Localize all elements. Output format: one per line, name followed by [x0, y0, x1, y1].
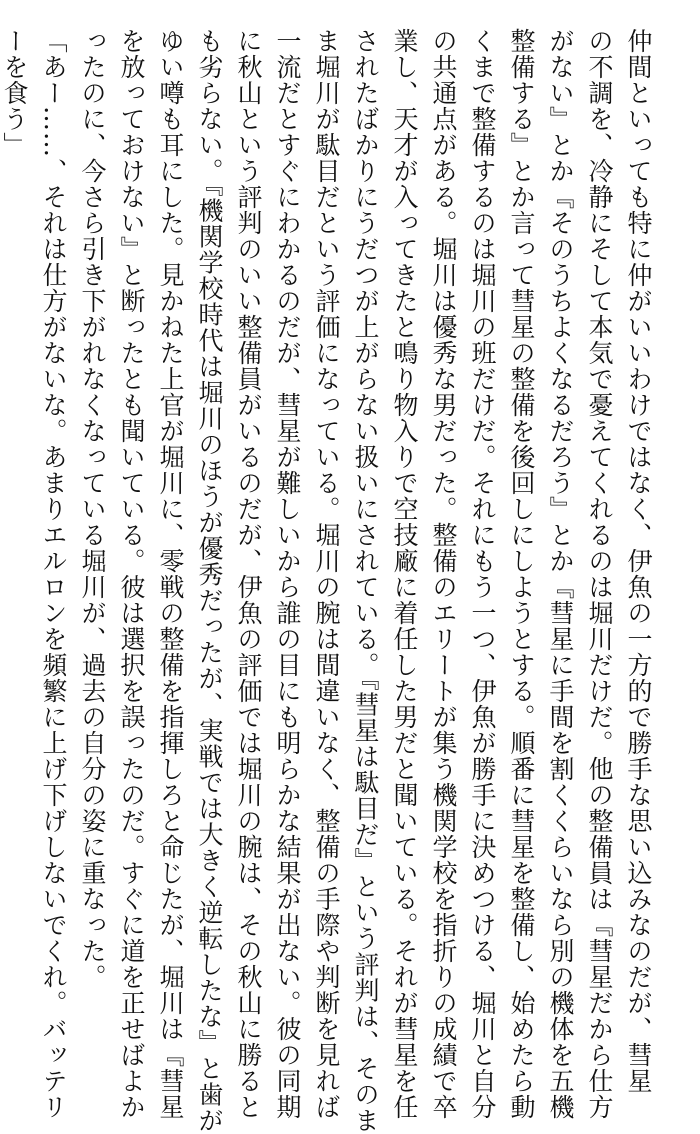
text-column-13: ゆい噂も耳にした。見かねた上官が堀川に、零戦の整備を指揮しろと命じたが、堀川は『彗星 [156, 28, 185, 1120]
text-column-11: に秋山という評判のいい整備員がいるのだが、伊魚の評価では堀川の腕は、その秋山に勝ると [234, 28, 263, 1120]
text-column-14: を放っておけない』と断ったとも聞いている。彼は選択を誤ったのだ。すぐに道を正せばよか [117, 28, 146, 1120]
text-column-15: ったのに、今さら引き下がれなくなっている堀川が、過去の自分の姿に重なった。 [78, 28, 107, 990]
text-column-7: 業し、天才が入ってきたと鳴り物入りで空技廠に着任した男だと聞いている。それが彗星を任 [390, 28, 419, 1120]
vertical-text-block [0, 28, 658, 1134]
text-column-17: ーを食う」 [0, 28, 29, 158]
text-column-4: 整備する』とか言って彗星の整備を後回しにしようとする。順番に彗星を整備し、始めたら動 [507, 28, 536, 1120]
text-column-3: がない』とか『そのうちよくなるだろう』とか『彗星に手間を割くくらいなら別の機体を五機 [546, 28, 575, 1120]
text-column-2: の不調を、冷静にそして本気で憂えてくれるのは堀川だけだ。他の整備員は『彗星だから仕方 [585, 28, 614, 1120]
text-column-6: の共通点がある。堀川は優秀な男だった。整備のエリートが集う機関学校を指折りの成績で卒 [429, 28, 458, 1120]
text-column-16: 「あー……、それは仕方がないな。あまりエルロンを頻繁に上げ下げしないでくれ。バッテリ [39, 28, 68, 1120]
text-column-10: 一流だとすぐにわかるのだが、彗星が難しいから誰の目にも明らかな結果が出ない。彼の同期 [273, 28, 302, 1120]
text-column-9: ま堀川が駄目だという評価になっている。堀川の腕は間違いなく、整備の手際や判断を見れば [312, 28, 341, 1120]
text-column-5: くまで整備するのは堀川の班だけだ。それにもう一つ、伊魚が勝手に決めつける、堀川と自分 [468, 28, 497, 1120]
text-column-8: されたばかりにうだつが上がらない扱いにされている。『彗星は駄目だ』という評判は、そのま [351, 28, 380, 1134]
text-column-12: も劣らない。『機関学校時代は堀川のほうが優秀だったが、実戦では大きく逆転したな』と歯が [195, 28, 224, 1134]
text-column-1: 仲間といっても特に仲がいいわけではなく、伊魚の一方的で勝手な思い込みなのだが、彗星 [624, 28, 653, 1094]
